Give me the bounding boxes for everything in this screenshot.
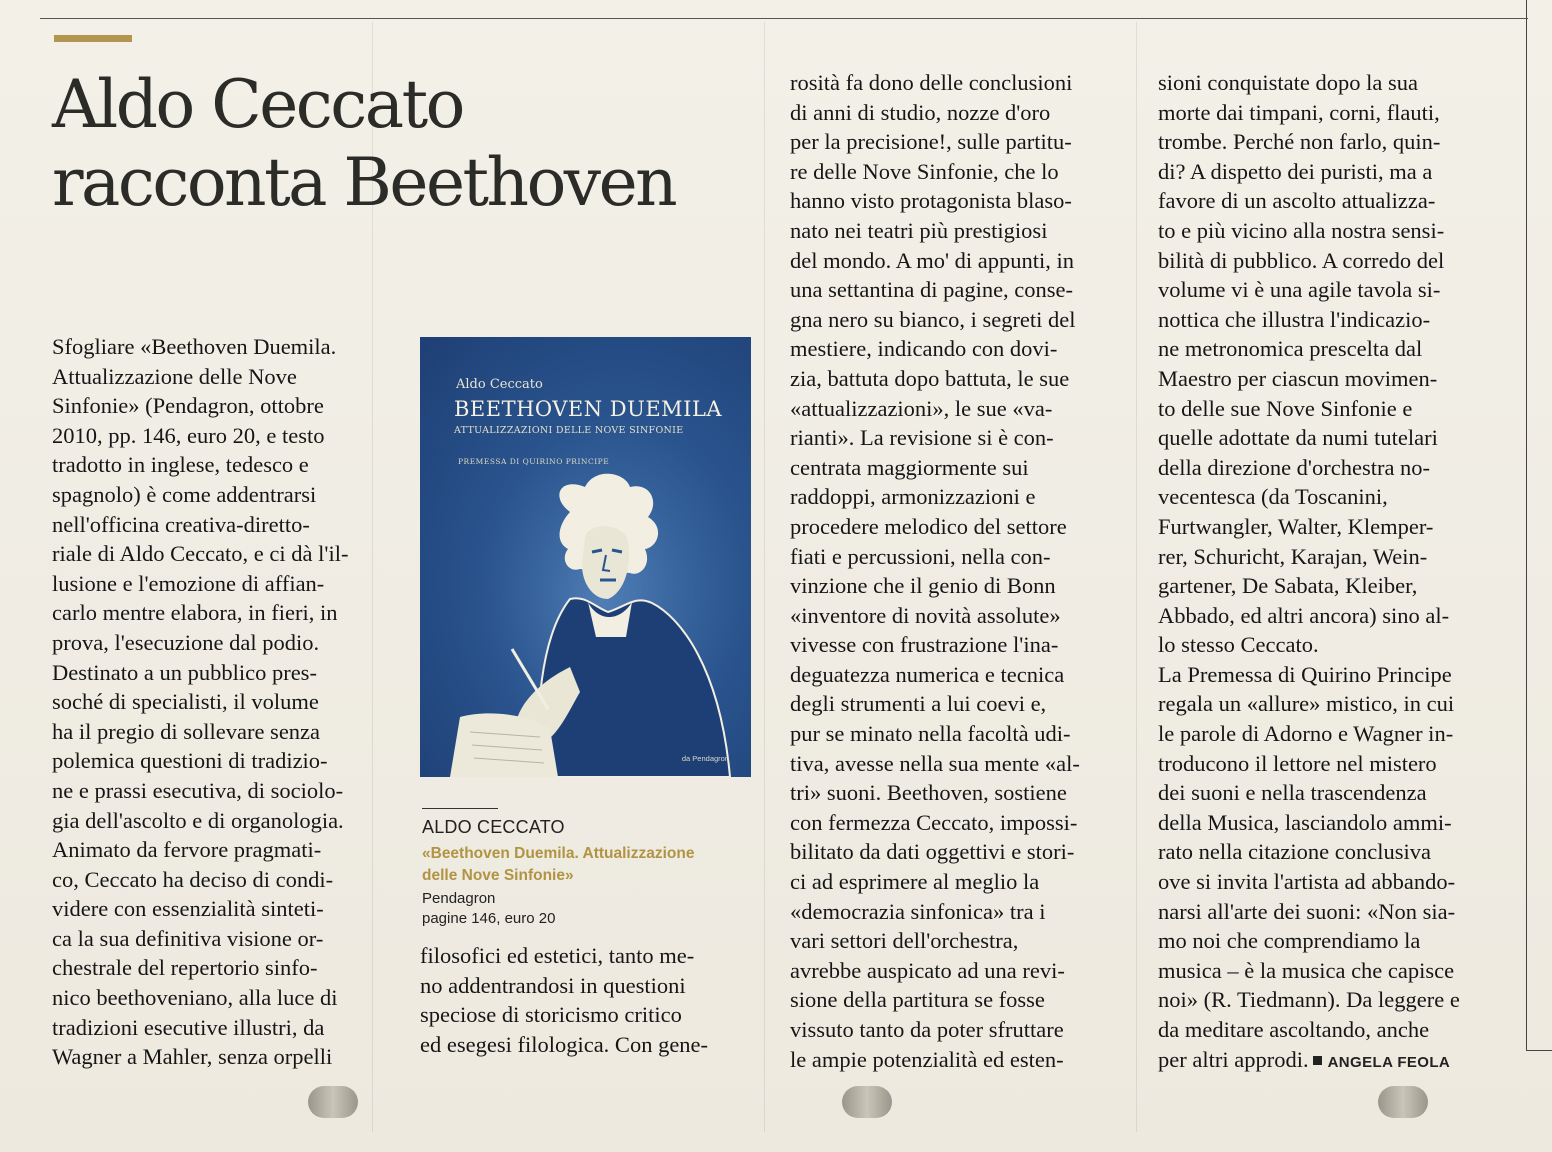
article-text: ci ad esprimere al meglio la — [790, 869, 1040, 895]
article-text: ha il pregio di sollevare senza — [52, 718, 321, 744]
caption-rule — [422, 808, 498, 809]
article-text-line — [790, 186, 1140, 216]
article-text: ne metronomica prescelta dal — [1158, 336, 1423, 362]
article-text: chestrale del repertorio sinfo- — [52, 955, 318, 981]
article-text: troducono il lettore nel mistero — [1158, 750, 1437, 776]
article-text-line — [790, 778, 1140, 808]
right-column-rule — [1526, 0, 1527, 1050]
article-text-line — [52, 983, 402, 1013]
signature-square-icon — [1313, 1056, 1322, 1065]
article-text-line — [1158, 68, 1508, 98]
article-text: ove si invita l'artista ad abbando- — [1158, 869, 1456, 895]
article-text-line — [52, 362, 402, 392]
article-text: spagnolo) è come addentrarsi — [52, 481, 317, 507]
headline-line: racconta Beethoven — [52, 144, 676, 221]
article-text-line — [790, 719, 1140, 749]
article-text: ed esegesi filologica. Con gene- — [420, 1031, 709, 1057]
article-text-line — [420, 941, 760, 971]
article-text: bilitato da dati oggettivi e stori- — [790, 839, 1075, 865]
article-text: gna nero su bianco, i segreti del — [790, 306, 1076, 332]
caption-publisher: Pendagron — [422, 890, 496, 907]
article-text: nottica che illustra l'indicazio- — [1158, 306, 1431, 332]
article-text: con fermezza Ceccato, impossi- — [790, 809, 1078, 835]
article-text: lo stesso Ceccato. — [1158, 632, 1319, 658]
article-text-line — [1158, 956, 1508, 986]
caption-details: pagine 146, euro 20 — [422, 910, 556, 927]
article-text-line — [790, 394, 1140, 424]
article-text: rianti». La revisione si è con- — [790, 425, 1054, 451]
article-text-line — [420, 1000, 760, 1030]
article-text-line — [790, 127, 1140, 157]
article-text: vissuto tanto da poter sfruttare — [790, 1017, 1064, 1042]
article-text: volume vi è una agile tavola si- — [1158, 277, 1441, 303]
article-text-line — [1158, 601, 1508, 631]
cover-author: Aldo Ceccato — [456, 377, 543, 392]
article-text-line — [52, 835, 402, 865]
article-text-line — [1158, 630, 1508, 660]
article-text-line — [790, 423, 1140, 453]
article-text: narsi all'arte dei suoni: «Non sia- — [1158, 898, 1456, 924]
article-text-line — [1158, 749, 1508, 779]
article-column-3 — [790, 68, 1140, 1074]
article-text-line — [52, 1013, 402, 1043]
article-text: di? A dispetto dei puristi, ma a — [1158, 158, 1433, 184]
article-text: lusione e l'emozione di affian- — [52, 570, 325, 596]
article-text: sione della partitura se fosse — [790, 987, 1045, 1013]
article-text-line — [790, 68, 1140, 98]
article-text: da meditare ascoltando, anche — [1158, 1017, 1430, 1042]
article-text: ne e prassi esecutiva, di sociolo- — [52, 777, 344, 803]
cover-title: BEETHOVEN DUEMILA — [454, 397, 723, 421]
article-text: nato nei teatri più prestigiosi — [790, 217, 1048, 243]
article-text-line — [52, 598, 402, 628]
article-text-line — [790, 364, 1140, 394]
page-tab — [308, 1086, 358, 1118]
article-text-line — [52, 865, 402, 895]
article-text-line — [790, 660, 1140, 690]
article-text-line — [1158, 719, 1508, 749]
article-text: Abbado, ed altri ancora) sino al- — [1158, 602, 1450, 628]
article-text: noi» (R. Tiedmann). Da leggere e — [1158, 987, 1460, 1013]
article-text-line — [1158, 837, 1508, 867]
article-text: La Premessa di Quirino Principe — [1158, 661, 1452, 687]
article-text-line — [52, 1042, 402, 1072]
article-text-line — [790, 897, 1140, 927]
article-text: gartener, De Sabata, Kleiber, — [1158, 573, 1418, 599]
article-text: mestiere, indicando con dovi- — [790, 336, 1058, 362]
article-text-line — [52, 717, 402, 747]
section-accent-bar — [54, 35, 132, 42]
article-text: nell'officina creativa-diretto- — [52, 511, 310, 537]
article-text: le ampie potenzialità ed esten- — [790, 1046, 1064, 1072]
article-text: Attualizzazione delle Nove — [52, 363, 297, 389]
article-text: rato nella citazione conclusiva — [1158, 839, 1431, 865]
article-text-line — [790, 482, 1140, 512]
article-text-line — [1158, 542, 1508, 572]
article-text: zia, battuta dopo battuta, le sue — [790, 365, 1070, 391]
article-text-line — [1158, 453, 1508, 483]
article-text: pur se minato nella facoltà udi- — [790, 721, 1071, 747]
article-text: raddoppi, armonizzazioni e — [790, 484, 1036, 510]
article-text: Wagner a Mahler, senza orpelli — [52, 1044, 333, 1070]
article-text: tiva, avesse nella sua mente «al- — [790, 750, 1080, 776]
article-text: 2010, pp. 146, euro 20, e testo — [52, 422, 325, 448]
article-text: Destinato a un pubblico pres- — [52, 659, 317, 685]
article-text: della Musica, lasciandolo ammi- — [1158, 809, 1452, 835]
article-text: carlo mentre elabora, in fieri, in — [52, 600, 338, 626]
article-text-line — [790, 926, 1140, 956]
article-text: una settantina di pagine, conse- — [790, 277, 1074, 303]
article-text: hanno visto protagonista blaso- — [790, 188, 1072, 214]
article-text-line — [790, 956, 1140, 986]
headline-line: Aldo Ceccato — [52, 66, 463, 143]
cover-publisher: da Pendagron — [681, 754, 729, 763]
article-text: Animato da fervore pragmati- — [52, 837, 322, 863]
article-text-line — [1158, 660, 1508, 690]
article-text-line — [1158, 897, 1508, 927]
article-text-line — [790, 246, 1140, 276]
page-tab — [1378, 1086, 1428, 1118]
article-text: to e più vicino alla nostra sensi- — [1158, 217, 1445, 243]
article-text-line — [790, 985, 1140, 1015]
article-text-line — [790, 689, 1140, 719]
article-text-line — [52, 480, 402, 510]
article-text-line — [1158, 808, 1508, 838]
article-text-line — [52, 332, 402, 362]
caption-title-line: «Beethoven Duemila. Attualizzazione — [422, 845, 695, 862]
article-text-line — [52, 806, 402, 836]
article-text: fiati e percussioni, nella con- — [790, 543, 1051, 569]
article-text: della direzione d'orchestra no- — [1158, 454, 1431, 480]
article-text: vari settori dell'orchestra, — [790, 928, 1019, 954]
article-text: «inventore di novità assolute» — [790, 602, 1061, 628]
article-text: favore di un ascolto attualizza- — [1158, 188, 1436, 214]
article-text-line — [790, 453, 1140, 483]
article-text: regala un «allure» mistico, in cui — [1158, 691, 1455, 717]
article-text: tradizioni esecutive illustri, da — [52, 1014, 325, 1040]
article-text: mo noi che comprendiamo la — [1158, 928, 1421, 954]
article-text: Maestro per ciascun movimen- — [1158, 365, 1438, 391]
article-text: re delle Nove Sinfonie, che lo — [790, 158, 1059, 184]
article-text: soché di specialisti, il volume — [52, 689, 319, 715]
article-text: dei suoni e nella trascendenza — [1158, 780, 1427, 806]
article-text-line — [1158, 423, 1508, 453]
article-text-line — [1158, 1045, 1508, 1078]
article-text-line — [790, 749, 1140, 779]
article-text-line — [790, 837, 1140, 867]
article-text-line — [790, 1045, 1140, 1075]
article-text: Furtwangler, Walter, Klemper- — [1158, 513, 1434, 539]
article-text: avrebbe auspicato ad una revi- — [790, 957, 1065, 983]
article-text-line — [52, 391, 402, 421]
article-text-line — [1158, 275, 1508, 305]
article-text-line — [790, 630, 1140, 660]
caption-publication-info — [422, 889, 555, 929]
article-text-line — [1158, 305, 1508, 335]
article-text-line — [52, 687, 402, 717]
right-foot-rule — [1526, 1050, 1552, 1051]
article-text: le parole di Adorno e Wagner in- — [1158, 721, 1454, 747]
article-text-line — [52, 539, 402, 569]
article-text-line — [790, 98, 1140, 128]
article-text-line — [1158, 867, 1508, 897]
article-text-line — [420, 971, 760, 1001]
article-text: ca la sua definitiva visione or- — [52, 925, 324, 951]
article-text-line — [52, 510, 402, 540]
article-text: trombe. Perché non farlo, quin- — [1158, 129, 1441, 155]
article-text: prova, l'esecuzione dal podio. — [52, 629, 320, 655]
article-text-line — [52, 450, 402, 480]
article-text-line — [790, 571, 1140, 601]
article-text: «democrazia sinfonica» tra i — [790, 898, 1046, 924]
article-text: del mondo. A mo' di appunti, in — [790, 247, 1075, 273]
article-text-line — [1158, 394, 1508, 424]
article-text: polemica questioni di tradizio- — [52, 748, 328, 774]
cover-subtitle: ATTUALIZZAZIONI DELLE NOVE SINFONIE — [454, 425, 684, 436]
article-text: tradotto in inglese, tedesco e — [52, 452, 309, 478]
article-text: Sfogliare «Beethoven Duemila. — [52, 334, 337, 359]
article-text: deguatezza numerica e tecnica — [790, 661, 1065, 687]
article-text: morte dai timpani, corni, flauti, — [1158, 99, 1440, 125]
article-text-line — [1158, 778, 1508, 808]
caption-title-line: delle Nove Sinfonie» — [422, 867, 574, 884]
article-text-line — [52, 953, 402, 983]
article-text: sioni conquistate dopo la sua — [1158, 70, 1418, 95]
article-text-line — [52, 628, 402, 658]
article-text: speciose di storicismo critico — [420, 1002, 682, 1028]
article-text-line — [52, 924, 402, 954]
article-text: Sinfonie» (Pendagron, ottobre — [52, 393, 324, 419]
bleed-through-rule — [764, 22, 765, 1132]
article-text-line — [790, 305, 1140, 335]
article-text-line — [1158, 216, 1508, 246]
article-text-line — [790, 542, 1140, 572]
article-text-line — [52, 894, 402, 924]
article-text: procedere melodico del settore — [790, 513, 1067, 539]
article-text: degli strumenti a lui coevi e, — [790, 691, 1047, 717]
article-text-line — [790, 216, 1140, 246]
article-text-line — [790, 157, 1140, 187]
article-text: per la precisione!, sulle partitu- — [790, 129, 1072, 155]
article-text-line — [1158, 127, 1508, 157]
article-text-line — [790, 334, 1140, 364]
book-cover-image — [420, 337, 751, 777]
page-tab — [842, 1086, 892, 1118]
article-text-line — [1158, 246, 1508, 276]
author-signature: ANGELA FEOLA — [1327, 1053, 1451, 1071]
article-column-2 — [420, 941, 760, 1059]
article-text: quelle adottate da numi tutelari — [1158, 425, 1438, 451]
article-text-line — [790, 601, 1140, 631]
article-text-line — [420, 1030, 760, 1060]
article-text-line — [52, 569, 402, 599]
article-text: tri» suoni. Beethoven, sostiene — [790, 780, 1067, 806]
article-text-line — [1158, 334, 1508, 364]
article-headline — [52, 66, 752, 222]
article-text-line — [790, 867, 1140, 897]
article-text: rer, Schuricht, Karajan, Wein- — [1158, 543, 1428, 569]
article-text: centrata maggiormente sui — [790, 454, 1029, 480]
caption-book-title — [422, 843, 762, 887]
article-text: bilità di pubblico. A corredo del — [1158, 247, 1445, 273]
article-text-line — [790, 275, 1140, 305]
article-text-line — [1158, 364, 1508, 394]
article-text-line — [790, 1015, 1140, 1045]
article-text-line — [1158, 186, 1508, 216]
article-text-line — [1158, 689, 1508, 719]
article-text-line — [1158, 985, 1508, 1015]
article-text-line — [52, 658, 402, 688]
article-text-line — [1158, 98, 1508, 128]
caption-author: ALDO CECCATO — [422, 817, 565, 837]
article-text: di anni di studio, nozze d'oro — [790, 99, 1051, 125]
top-rule — [40, 18, 1528, 19]
article-text: filosofici ed estetici, tanto me- — [420, 943, 695, 968]
article-text-line — [1158, 157, 1508, 187]
article-text-line — [52, 746, 402, 776]
article-text: no addentrandosi in questioni — [420, 972, 686, 998]
article-text: vecentesca (da Toscanini, — [1158, 484, 1388, 510]
article-text-line — [1158, 512, 1508, 542]
article-text: vinzione che il genio di Bonn — [790, 573, 1056, 599]
article-text: rosità fa dono delle conclusioni — [790, 70, 1073, 95]
article-text: per altri approdi. — [1158, 1046, 1309, 1072]
article-text: co, Ceccato ha deciso di condi- — [52, 866, 334, 892]
article-text-line — [1158, 571, 1508, 601]
article-text-line — [790, 512, 1140, 542]
article-text: to delle sue Nove Sinfonie e — [1158, 395, 1413, 421]
article-text-line — [1158, 926, 1508, 956]
article-text: nico beethoveniano, alla luce di — [52, 985, 338, 1011]
article-column-4 — [1158, 68, 1508, 1077]
article-text-line — [790, 808, 1140, 838]
article-text-line — [52, 776, 402, 806]
article-text-line — [1158, 1015, 1508, 1045]
article-text: gia dell'ascolto e di organologia. — [52, 807, 344, 833]
article-text: videre con essenzialità sinteti- — [52, 896, 324, 922]
article-text-line — [52, 421, 402, 451]
article-text: «attualizzazioni», le sue «va- — [790, 395, 1053, 421]
article-text: vivesse con frustrazione l'ina- — [790, 632, 1059, 658]
article-text: riale di Aldo Ceccato, e ci dà l'il- — [52, 541, 349, 567]
article-text-line — [1158, 482, 1508, 512]
article-column-1 — [52, 332, 402, 1072]
cover-preface: PREMESSA DI QUIRINO PRINCIPE — [458, 457, 610, 466]
article-text: musica – è la musica che capisce — [1158, 957, 1455, 983]
